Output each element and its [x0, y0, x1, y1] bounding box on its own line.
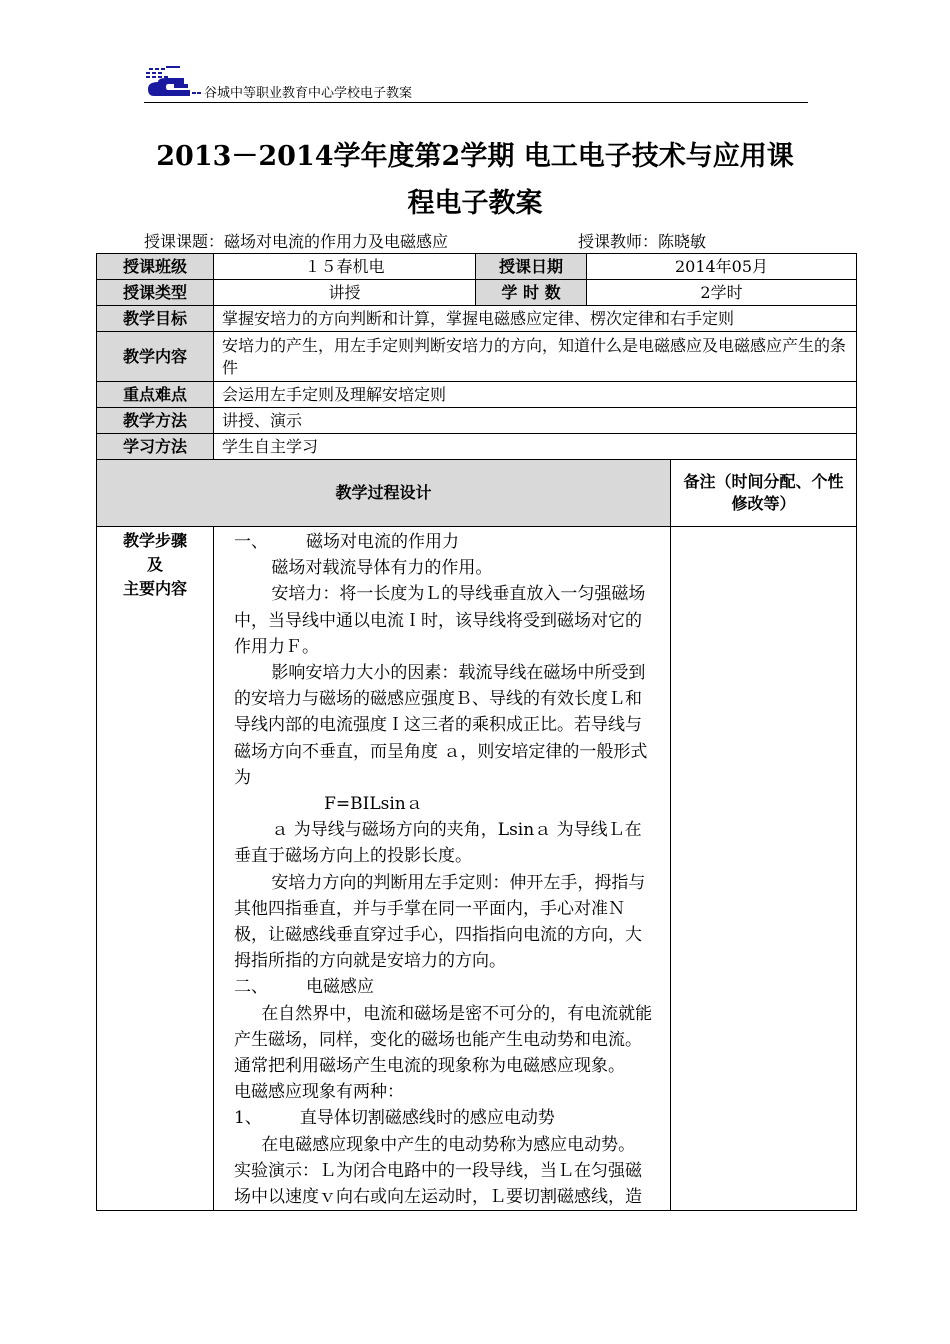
row-class — [97, 254, 857, 280]
step-label-line-1: 教学步骤 — [122, 531, 187, 550]
class-value: １５春机电 — [214, 254, 476, 280]
section-2-title: 电磁感应 — [306, 977, 374, 998]
process-title: 教学过程设计 — [97, 460, 671, 527]
paragraph-8: 在电磁感应现象中产生的电动势称为感应电动势。 — [261, 1134, 636, 1155]
paragraph-5: 安培力方向的判断用左手定则：伸开左手，拇指与其他四指垂直，并与手掌在同一平面内，手心对准Ｎ极，让磁感线垂直穿过手心，四指指向电流的方向，大拇指所指的方向就是安培力的方向。 — [234, 872, 646, 972]
section-3-heading — [234, 1105, 658, 1131]
section-3-number: 1、 — [234, 1108, 262, 1129]
study-label: 学习方法 — [97, 434, 214, 460]
paragraph-6: 在自然界中，电流和磁场是密不可分的，有电流就能产生磁场，同样，变化的磁场也能产生电动势和电流。通常把利用磁场产生电流的现象称为电磁感应现象。 — [234, 1003, 653, 1077]
key-label: 重点难点 — [97, 382, 214, 408]
content-value: 安培力的产生，用左手定则判断安培力的方向，知道什么是电磁感应及电磁感应产生的条件 — [214, 332, 857, 382]
step-label-line-3: 主要内容 — [122, 579, 187, 598]
school-name: 谷城中等职业教育中心学校电子教案 — [204, 86, 413, 101]
date-value: 2014年05月 — [587, 254, 857, 280]
class-label: 授课班级 — [97, 254, 214, 280]
row-process-header — [97, 460, 857, 527]
paragraph-4: ａ 为导线与磁场方向的夹角，Lsinａ 为导线Ｌ在垂直于磁场方向上的投影长度。 — [234, 820, 642, 867]
content-label: 教学内容 — [97, 332, 214, 382]
lesson-topic: 授课课题：磁场对电流的作用力及电磁感应 — [144, 232, 449, 251]
type-value: 讲授 — [214, 280, 476, 306]
paragraph-9: 实验演示：Ｌ为闭合电路中的一段导线，当Ｌ在匀强磁场中以速度ｖ向右或向左运动时，Ｌ要切割磁感线，造 — [234, 1160, 642, 1208]
goal-value: 掌握安培力的方向判断和计算，掌握电磁感应定律、楞次定律和右手定则 — [214, 306, 857, 332]
row-process-body — [97, 527, 857, 1211]
document-title-line-2: 程电子教案 — [407, 188, 543, 219]
key-value: 会运用左手定则及理解安培定则 — [214, 382, 857, 408]
lesson-plan-table — [96, 253, 857, 1211]
date-label: 授课日期 — [476, 254, 587, 280]
row-key — [97, 382, 857, 408]
section-1-heading — [234, 529, 658, 555]
page-header — [144, 62, 808, 104]
section-3-title: 直导体切割磁感线时的感应电动势 — [299, 1108, 555, 1129]
paragraph-7: 电磁感应现象有两种： — [234, 1082, 404, 1103]
type-label: 授课类型 — [97, 280, 214, 306]
goal-label: 教学目标 — [97, 306, 214, 332]
study-value: 学生自主学习 — [214, 434, 857, 460]
section-1-title: 磁场对电流的作用力 — [306, 532, 459, 552]
header-divider — [144, 102, 808, 103]
row-method — [97, 408, 857, 434]
school-logo-icon — [144, 62, 202, 102]
paragraph-3: 影响安培力大小的因素：载流导线在磁场中所受到的安培力与磁场的磁感应强度Ｂ、导线的有效长度Ｌ和导线内部的电流强度Ｉ这三者的乘积成正比。若导线与磁场方向不垂直，而呈角度 ａ，则安培定律的一般形式为 — [234, 663, 648, 788]
method-value: 讲授、演示 — [214, 408, 857, 434]
row-content — [97, 332, 857, 382]
row-type — [97, 280, 857, 306]
method-label: 教学方法 — [97, 408, 214, 434]
row-goal — [97, 306, 857, 332]
document-title-line-1: 2013－2014学年度第2学期 电工电子技术与应用课 — [156, 141, 794, 172]
section-1-number: 一、 — [234, 532, 268, 552]
section-2-heading — [234, 974, 658, 1000]
section-2-number: 二、 — [234, 977, 268, 998]
paragraph-1: 磁场对载流导体有力的作用。 — [271, 558, 493, 579]
hours-label: 学 时 数 — [476, 280, 587, 306]
row-study — [97, 434, 857, 460]
remark-content — [671, 527, 857, 1211]
step-label-line-2: 及 — [146, 555, 163, 574]
process-content — [214, 527, 671, 1211]
hours-value: 2学时 — [587, 280, 857, 306]
lesson-teacher: 授课教师：陈晓敏 — [578, 232, 707, 251]
paragraph-2: 安培力：将一长度为Ｌ的导线垂直放入一匀强磁场中，当导线中通以电流Ｉ时，该导线将受到磁场对它的作用力Ｆ。 — [234, 584, 646, 657]
formula: F=BILsinａ — [324, 794, 423, 815]
step-label — [97, 527, 214, 1211]
remark-header: 备注（时间分配、个性修改等） — [671, 460, 857, 527]
